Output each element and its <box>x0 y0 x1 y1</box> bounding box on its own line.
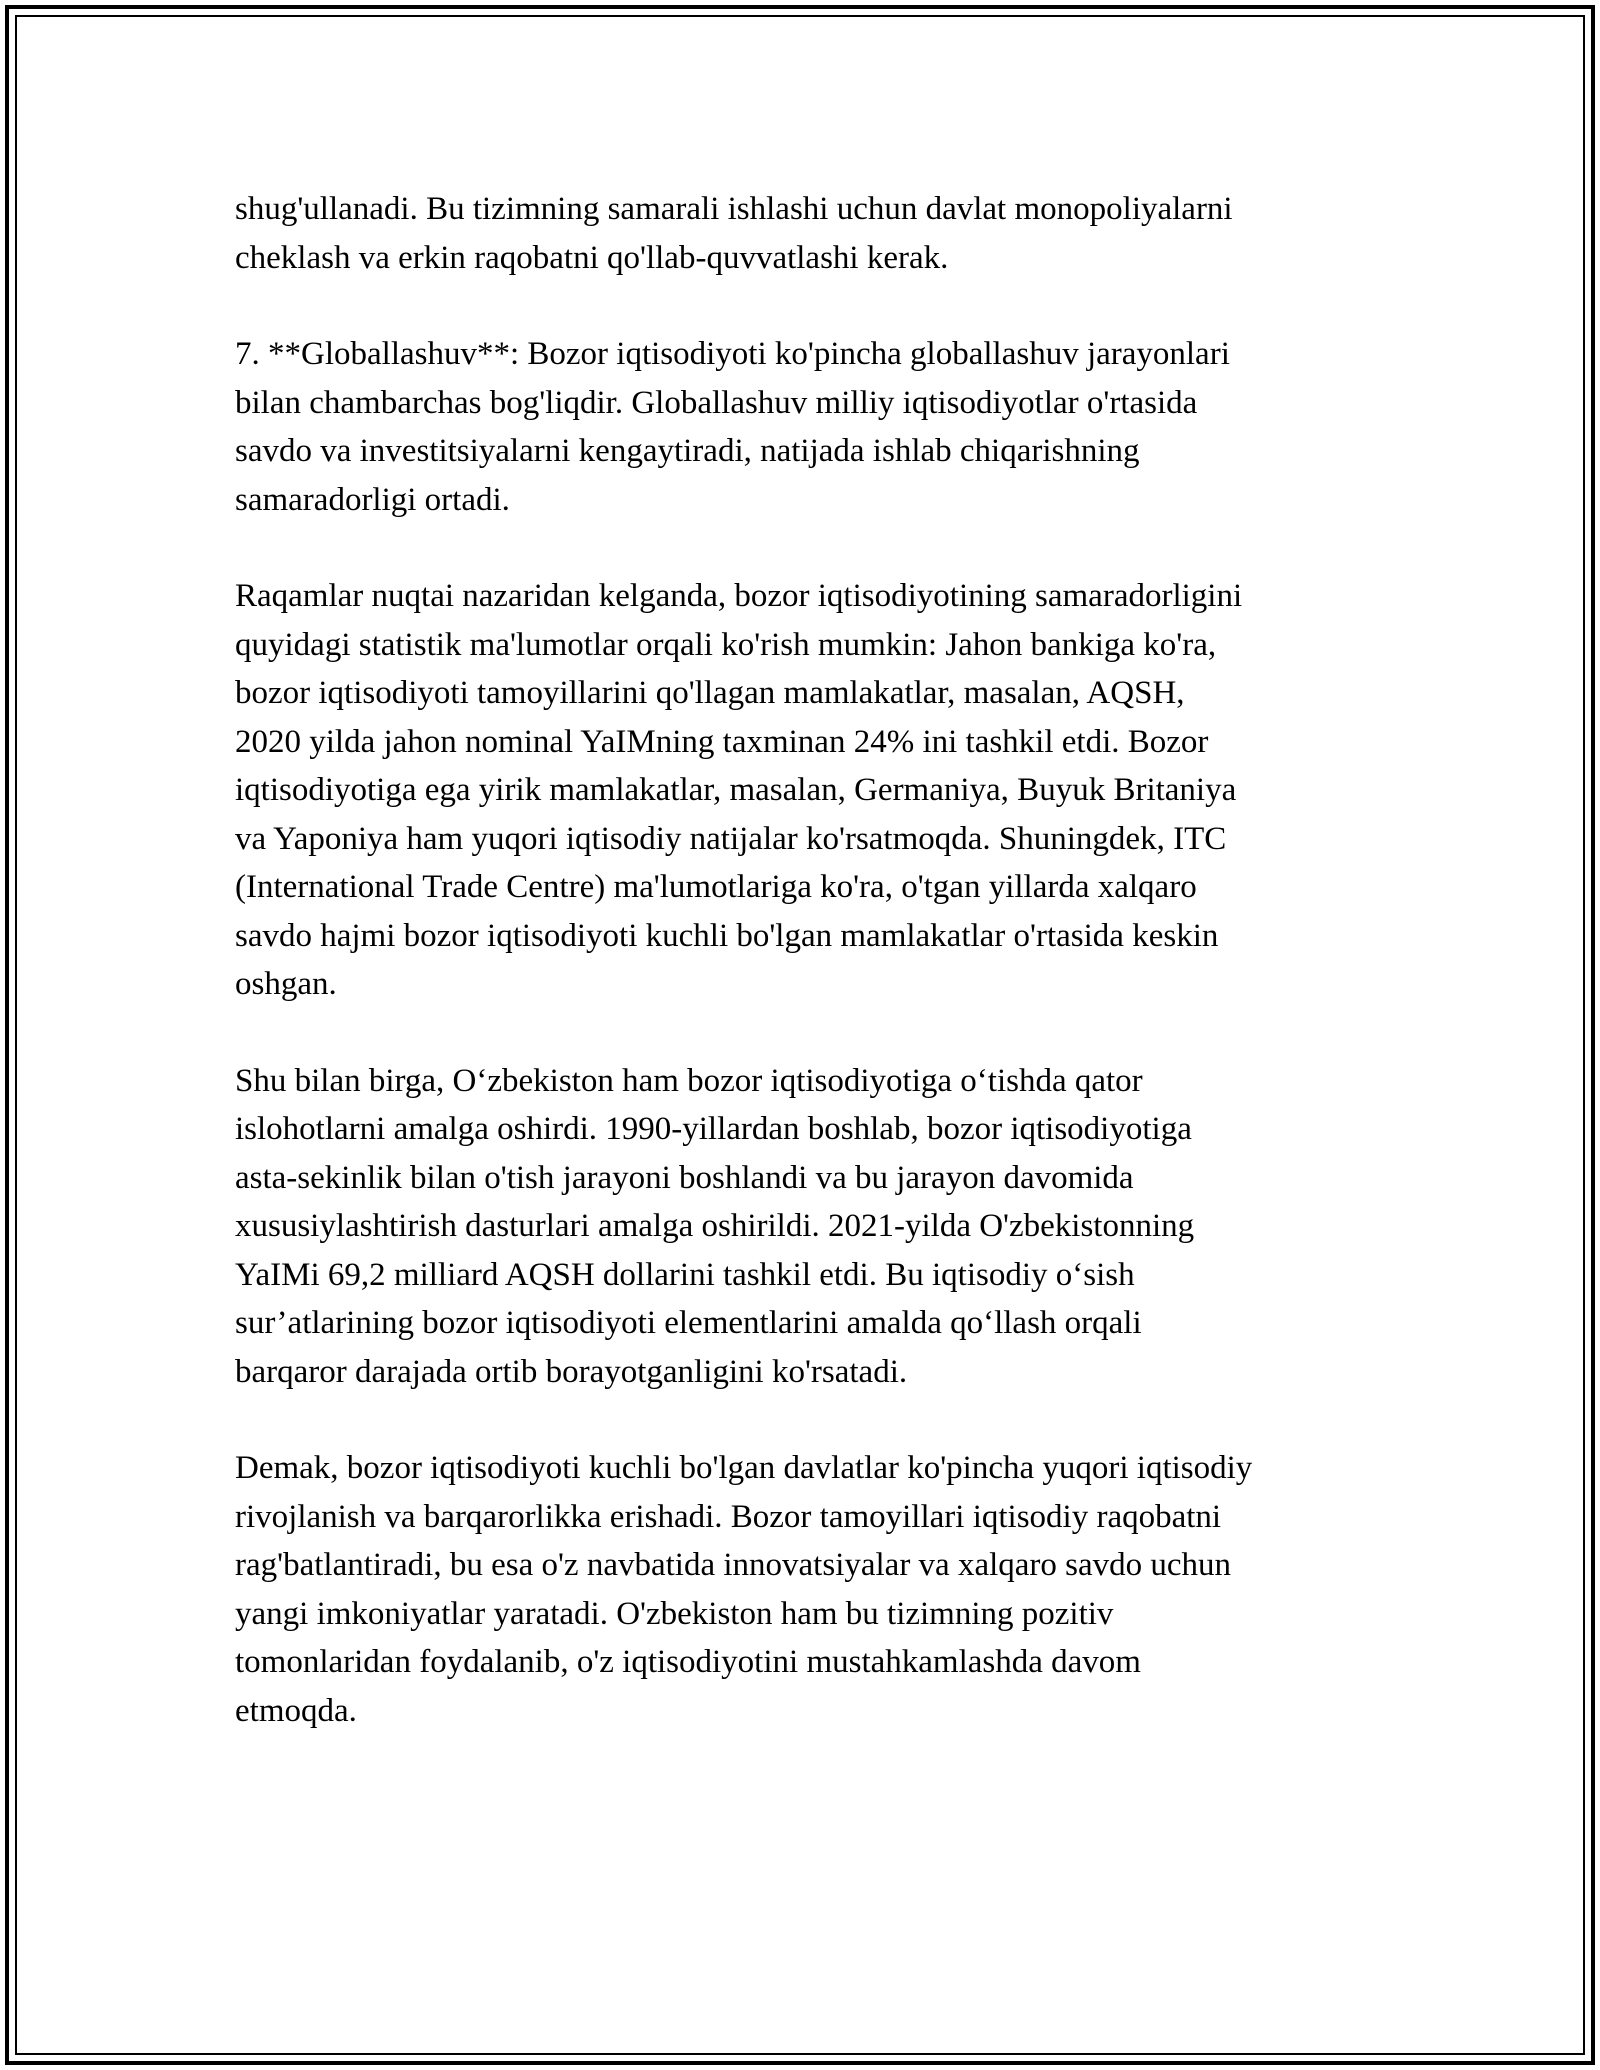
paragraph-uzbekistan-reforms: Shu bilan birga, O‘zbekiston ham bozor iqtisodiyotiga o‘tishda qator islohotlarni amalga oshirdi. 1990-yillardan boshlab, bozor iqtisodiyotiga asta-sekinlik bilan o'tish jarayoni boshlandi va bu jarayon davomida xususiylashtirish dasturlari amalga oshirildi. 2021-yilda O'zbekistonning YaIMi 69,2 milliard AQSH dollarini tashkil etdi. Bu iqtisodiy o‘sish sur’atlarining bozor iqtisodiyoti elementlarini amalda qo‘llash orqali barqaror darajada ortib borayotganligini ko'rsatadi. <box>235 1062 1195 1390</box>
paragraph-globalization: 7. **Globallashuv**: Bozor iqtisodiyoti ko'pincha globallashuv jarayonlari bilan chambarchas bog'liqdir. Globallashuv milliy iqtisodiyotlar o'rtasida savdo va investitsiyalarni kengaytiradi, natijada ishlab chiqarishning samaradorligi ortadi. <box>235 336 1230 518</box>
paragraph-conclusion: Demak, bozor iqtisodiyoti kuchli bo'lgan davlatlar ko'pincha yuqori iqtisodiy rivojlanish va barqarorlikka erishadi. Bozor tamoyillari iqtisodiy raqobatni rag'batlantiradi, bu esa o'z navbatida innovatsiyalar va xalqaro savdo uchun yangi imkoniyatlar yaratadi. O'zbekiston ham bu tizimning pozitiv tomonlaridan foydalanib, o'z iqtisodiyotini mustahkamlashda davom etmoqda. <box>235 1450 1253 1729</box>
document-body <box>235 185 1385 1783</box>
paragraph-statistics: Raqamlar nuqtai nazaridan kelganda, bozor iqtisodiyotining samaradorligini quyidagi statistik ma'lumotlar orqali ko'rish mumkin: Jahon bankiga ko'ra, bozor iqtisodiyoti tamoyillarini qo'llagan mamlakatlar, masalan, AQSH, 2020 yilda jahon nominal YaIMning taxminan 24% ini tashkil etdi. Bozor iqtisodiyotiga ega yirik mamlakatlar, masalan, Germaniya, Buyuk Britaniya va Yaponiya ham yuqori iqtisodiy natijalar ko'rsatmoqda. Shuningdek, ITC (International Trade Centre) ma'lumotlariga ko'ra, o'tgan yillarda xalqaro savdo hajmi bozor iqtisodiyoti kuchli bo'lgan mamlakatlar o'rtasida keskin oshgan. <box>235 578 1243 1002</box>
paragraph-monopoly-continuation: shug'ullanadi. Bu tizimning samarali ishlashi uchun davlat monopoliyalarni cheklash va erkin raqobatni qo'llab-quvvatlashi kerak. <box>235 191 1233 276</box>
